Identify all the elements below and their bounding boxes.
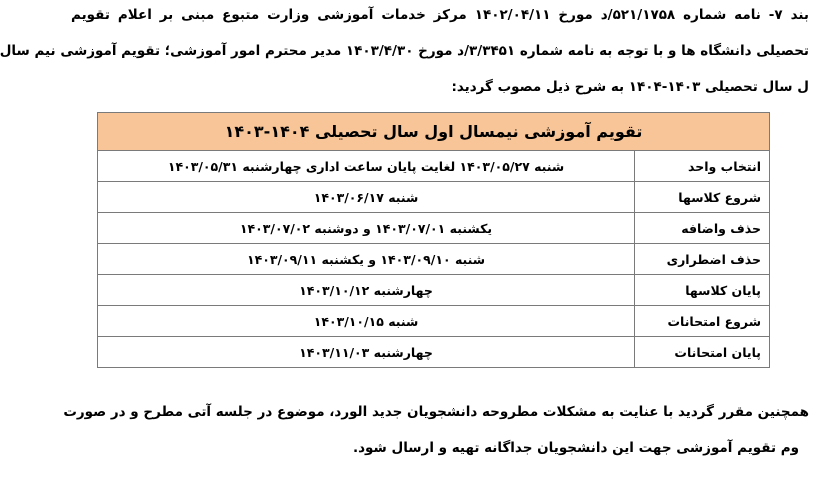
row-value: شنبه ۱۴۰۳/۱۰/۱۵ — [98, 306, 635, 337]
table-header-row — [98, 113, 770, 151]
footer-line-1: همچنین مقرر گردید با عنایت به مشکلات مطروحه دانشجویان جدید الورد، موضوع در جلسه آتی مطرح و در صورت — [63, 404, 809, 420]
table-row — [98, 275, 770, 306]
table-row — [98, 182, 770, 213]
row-value: شنبه ۱۴۰۳/۰۶/۱۷ — [98, 182, 635, 213]
table-row — [98, 213, 770, 244]
row-value: یکشنبه ۱۴۰۳/۰۷/۰۱ و دوشنبه ۱۴۰۳/۰۷/۰۲ — [98, 213, 635, 244]
row-label: حذف واضافه — [635, 213, 770, 244]
table-row — [98, 306, 770, 337]
paragraph-line-1: بند ۷- نامه شماره ۵۲۱/۱۷۵۸/د مورخ ۱۴۰۲/۰۴/۱۱ مرکز خدمات آموزشی وزارت متبوع مبنی بر اعلام تقویم — [71, 7, 809, 23]
table-title: تقویم آموزشی نیمسال اول سال تحصیلی ۱۴۰۴-۱۴۰۳ — [98, 113, 770, 151]
row-value: چهارشنبه ۱۴۰۳/۱۱/۰۳ — [98, 337, 635, 368]
row-label: شروع امتحانات — [635, 306, 770, 337]
paragraph-line-3: ل سال تحصیلی ۱۴۰۳-۱۴۰۴ به شرح ذیل مصوب گردید: — [451, 79, 809, 95]
row-label: شروع کلاسها — [635, 182, 770, 213]
row-value: چهارشنبه ۱۴۰۳/۱۰/۱۲ — [98, 275, 635, 306]
table-row — [98, 244, 770, 275]
row-label: پایان کلاسها — [635, 275, 770, 306]
table-row — [98, 337, 770, 368]
row-value: شنبه ۱۴۰۳/۰۹/۱۰ و یکشنبه ۱۴۰۳/۰۹/۱۱ — [98, 244, 635, 275]
table-row — [98, 151, 770, 182]
paragraph-line-2: تحصیلی دانشگاه ها و با توجه به نامه شماره ۳/۳۴۵۱/د مورخ ۱۴۰۳/۴/۳۰ مدیر محترم امور آموزشی؛ تقویم آموزشی نیم سال — [0, 43, 809, 59]
row-value: شنبه ۱۴۰۳/۰۵/۲۷ لغایت پایان ساعت اداری چهارشنبه ۱۴۰۳/۰۵/۳۱ — [98, 151, 635, 182]
row-label: پایان امتحانات — [635, 337, 770, 368]
row-label: حذف اضطراری — [635, 244, 770, 275]
academic-calendar-table — [97, 112, 770, 368]
row-label: انتخاب واحد — [635, 151, 770, 182]
footer-line-2: وم تقویم آموزشی جهت این دانشجویان جداگانه تهیه و ارسال شود. — [353, 440, 799, 456]
